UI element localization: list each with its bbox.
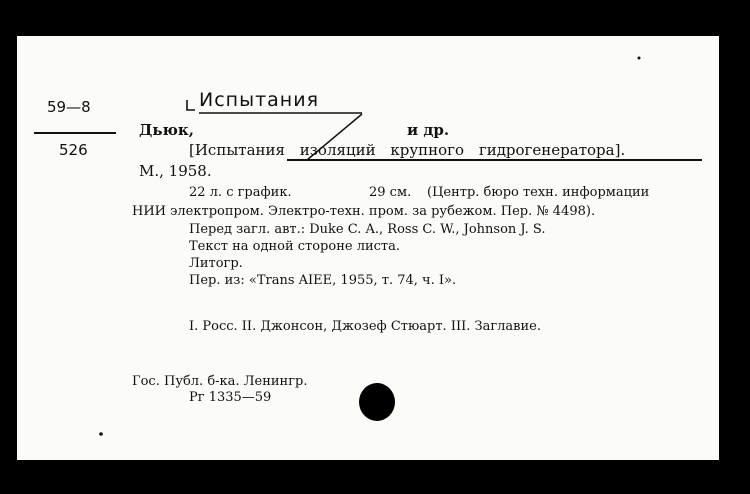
note-authors: Перед загл. авт.: Duke C. A., Ross C. W., Johnson J. S. bbox=[189, 222, 546, 237]
speck bbox=[638, 57, 641, 60]
imprint: М., 1958. bbox=[139, 162, 212, 180]
handwritten-strike-line bbox=[307, 114, 362, 160]
size: 29 см. bbox=[369, 185, 412, 200]
note-one-side: Текст на одной стороне листа. bbox=[189, 239, 400, 254]
card-number: Рг 1335—59 bbox=[189, 390, 272, 405]
title-line: [Испытания изоляций крупного гидрогенератора]. bbox=[189, 141, 626, 159]
author-heading: Дьюк, bbox=[139, 121, 194, 139]
inventory-number: 526 bbox=[59, 141, 88, 159]
handwritten-marks bbox=[17, 36, 719, 460]
author-suffix: и др. bbox=[407, 121, 450, 139]
tracings: I. Росс. II. Джонсон, Джозеф Стюарт. III. Заглавие. bbox=[189, 319, 541, 334]
series-line-2: НИИ электропром. Электро-техн. пром. за рубежом. Пер. № 4498). bbox=[132, 204, 596, 219]
call-number: 59—8 bbox=[47, 98, 91, 116]
catalog-card bbox=[17, 36, 719, 460]
library-name: Гос. Публ. б-ка. Ленингр. bbox=[132, 374, 308, 389]
note-litho: Литогр. bbox=[189, 256, 243, 271]
handwritten-note: Испытания bbox=[199, 89, 319, 111]
ink-blot bbox=[359, 383, 395, 421]
collation: 22 л. с график. bbox=[189, 185, 292, 200]
note-translation: Пер. из: «Trans AIEE, 1955, т. 74, ч. I». bbox=[189, 273, 457, 288]
series-line-1: (Центр. бюро техн. информации bbox=[427, 185, 650, 200]
speck bbox=[99, 432, 103, 436]
handwritten-bracket-mark bbox=[187, 100, 195, 110]
